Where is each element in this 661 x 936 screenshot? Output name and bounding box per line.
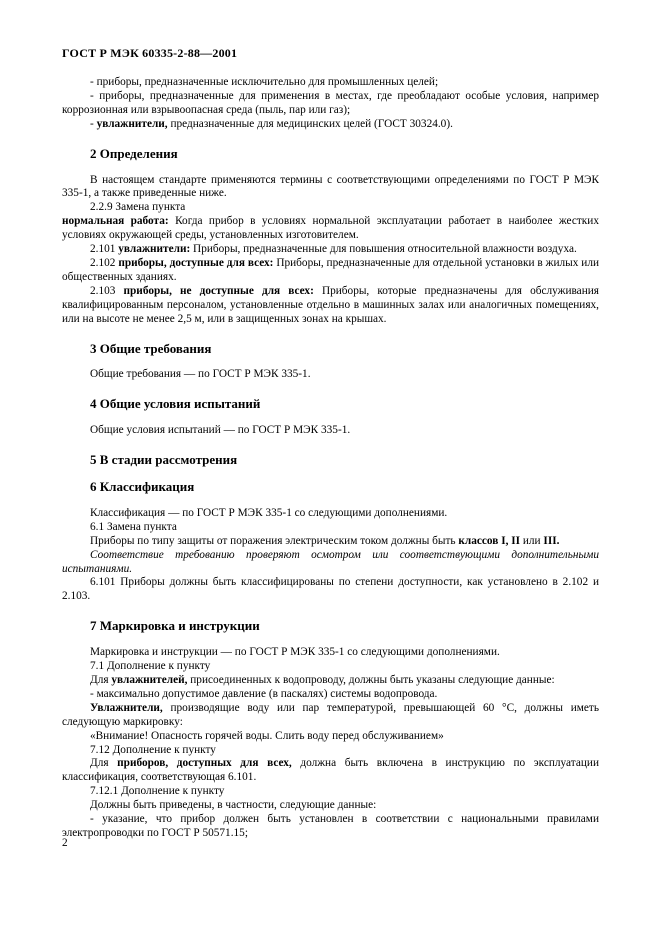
bold-term: Увлажнители,	[90, 701, 163, 714]
paragraph	[62, 674, 599, 688]
text-span: производящие воду или пар температурой, превышающей 60 °С, должны иметь следующую маркировку:	[62, 701, 599, 728]
text-span: должна быть включена в инструкцию по эксплуатации классификация, соответствующая 6.101.	[62, 757, 599, 784]
paragraph: 7.1 Дополнение к пункту	[90, 660, 211, 673]
list-item: - указание, что прибор должен быть установлен в соответствии с национальными правилами электропроводки по ГОСТ Р 50571.15;	[62, 813, 599, 839]
bold-term: увлажнителей,	[111, 674, 188, 686]
paragraph: 7.12.1 Дополнение к пункту	[90, 785, 225, 798]
paragraph: Маркировка и инструкции — по ГОСТ Р МЭК 335-1 со следующими дополнениями.	[90, 646, 500, 659]
intro-line-2: - приборы, предназначенные для применения в местах, где преобладают особые условия, например коррозионная или взрывоопасная среда (пыль, пар или газ);	[62, 89, 599, 116]
paragraph	[62, 757, 599, 785]
bold-term: классов I, II	[458, 534, 521, 547]
text-span: Для	[90, 757, 118, 770]
text-span: Когда прибор в условиях нормальной эксплуатации работает в наиболее жестких условиях окружающей среды, установленных изготовителем.	[62, 215, 599, 242]
text-span: Для	[90, 674, 112, 686]
section-6-heading: 6 Классификация	[90, 479, 195, 495]
section-2-heading: 2 Определения	[90, 145, 178, 161]
clause-number: 2.103	[90, 284, 124, 297]
definition-normal-operation	[62, 215, 599, 243]
document-body	[62, 76, 599, 841]
text-span: или	[520, 534, 544, 547]
definition-humidifiers	[62, 243, 599, 257]
text-span: -	[90, 117, 97, 130]
paragraph: Общие условия испытаний — по ГОСТ Р МЭК 335-1.	[90, 424, 351, 437]
definition-not-accessible	[62, 285, 599, 327]
paragraph: Общие требования — по ГОСТ Р МЭК 335-1.	[90, 368, 311, 381]
bold-term: увлажнители,	[96, 117, 168, 130]
list-item: - максимально допустимое давление (в паскалях) системы водопровода.	[90, 687, 438, 700]
paragraph: 7.12 Дополнение к пункту	[90, 743, 216, 756]
intro-line-3	[62, 118, 599, 132]
compliance-note: Соответствие требованию проверяют осмотром или соответствующими дополнительными испытаниями.	[62, 548, 599, 575]
text-span: присоединенных к водопроводу, должны быть указаны следующие данные:	[187, 674, 555, 686]
text-span: Приборы, которые предназначены для обслуживания квалифицированным персоналом, установленные отдельно в машинных залах или аналогичных помещениях, или на высоте не менее 2,5 м, или в защищенных зонах на крышах.	[62, 284, 599, 325]
bold-term: III.	[543, 534, 560, 547]
paragraph: Классификация — по ГОСТ Р МЭК 335-1 со следующими дополнениями.	[90, 506, 448, 519]
paragraph: 6.1 Замена пункта	[90, 520, 177, 533]
definition-accessible	[62, 257, 599, 285]
bold-term: увлажнители:	[118, 243, 191, 256]
bold-term: приборов, доступных для всех,	[117, 757, 292, 770]
document-header: ГОСТ Р МЭК 60335-2-88—2001	[62, 46, 238, 60]
paragraph: 6.101 Приборы должны быть классифицированы по степени доступности, как установлено в 2.102 и 2.103.	[62, 576, 599, 603]
paragraph: В настоящем стандарте применяются термины с соответствующими определениями по ГОСТ Р МЭК 335-1, а также приведенные ниже.	[62, 173, 599, 200]
section-4-heading: 4 Общие условия испытаний	[90, 396, 261, 412]
bold-term: приборы, доступные для всех:	[118, 256, 274, 269]
warning-text: «Внимание! Опасность горячей воды. Слить воду перед обслуживанием»	[90, 729, 444, 742]
page-number: 2	[62, 837, 68, 849]
bold-term: нормальная работа:	[62, 215, 169, 228]
paragraph: 2.2.9 Замена пункта	[90, 201, 186, 214]
paragraph	[62, 535, 599, 549]
paragraph	[62, 702, 599, 730]
paragraph: Должны быть приведены, в частности, следующие данные:	[90, 799, 377, 812]
text-span: Приборы, предназначенные для отдельной установки в жилых или общественных зданиях.	[62, 256, 600, 283]
section-7-heading: 7 Маркировка и инструкции	[90, 618, 260, 634]
text-span: предназначенные для медицинских целей (ГОСТ 30324.0).	[167, 117, 453, 130]
section-3-heading: 3 Общие требования	[90, 340, 212, 356]
section-5-heading: 5 В стадии рассмотрения	[90, 452, 238, 468]
bold-term: приборы, не доступные для всех:	[123, 284, 314, 297]
text-span: Приборы, предназначенные для повышения относительной влажности воздуха.	[190, 243, 577, 256]
clause-number: 2.102	[90, 256, 119, 269]
intro-line-1: - приборы, предназначенные исключительно для промышленных целей;	[90, 76, 439, 88]
clause-number: 2.101	[90, 243, 119, 256]
text-span: Приборы по типу защиты от поражения электрическим током должны быть	[90, 534, 459, 547]
